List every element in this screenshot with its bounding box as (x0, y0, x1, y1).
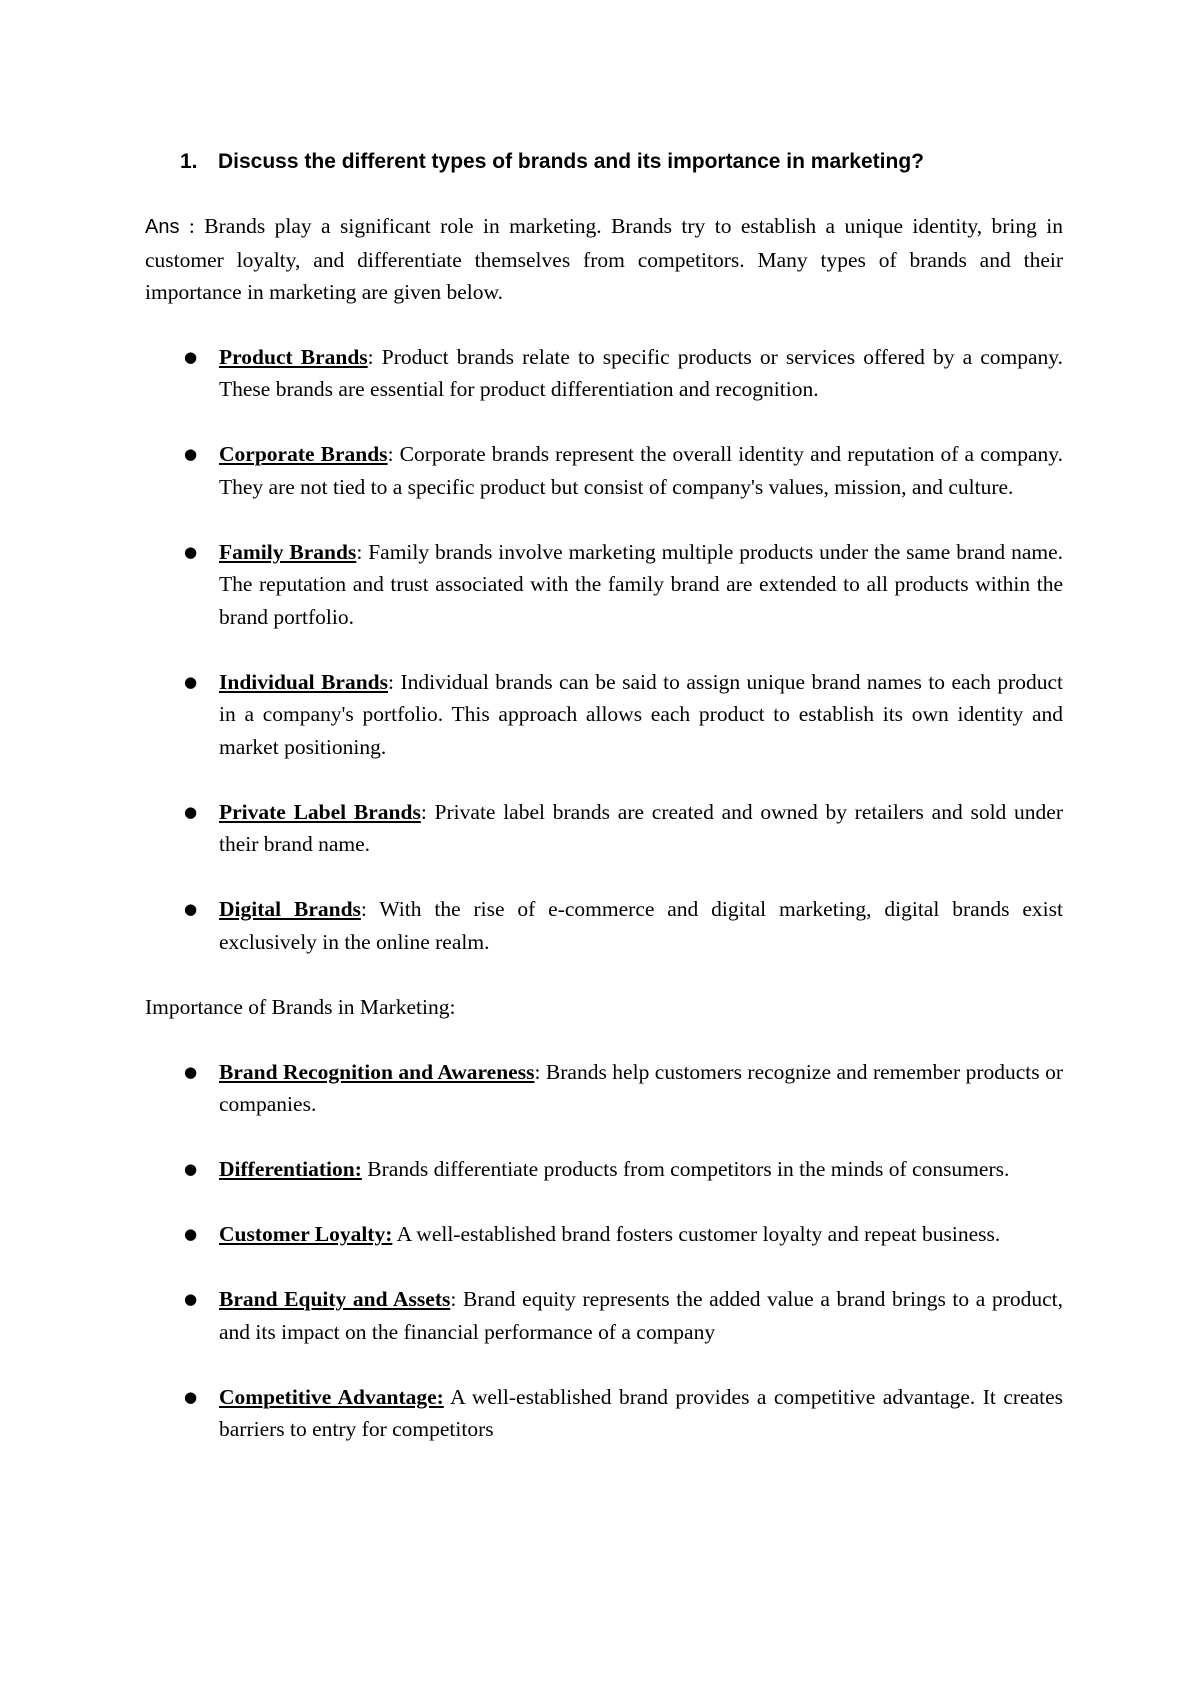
list-item (145, 1056, 1063, 1121)
term: Private Label Brands (219, 799, 421, 824)
importance-list (145, 1056, 1063, 1446)
bullet-icon: ● (184, 542, 198, 561)
list-item (145, 666, 1063, 764)
term: Brand Equity and Assets (219, 1287, 451, 1311)
term: Product Brands (219, 344, 368, 369)
brand-types-list (145, 341, 1063, 959)
bullet-icon: ● (184, 1290, 198, 1308)
description: Corporate brands represent the overall identity and reputation of a company. They are not tied to a specific product but consist of company's values, mission, and culture. (219, 442, 1064, 499)
term-separator: : (387, 442, 394, 466)
term-separator: : (360, 897, 367, 921)
term: Brand Recognition and Awareness (219, 1059, 535, 1084)
term: Differentiation: (219, 1157, 362, 1181)
answer-paragraph (145, 210, 1063, 309)
list-item (145, 341, 1063, 406)
term: Digital Brands (219, 897, 361, 921)
term: Individual Brands (219, 669, 388, 694)
term-separator: : (388, 669, 394, 694)
bullet-icon: ● (184, 445, 198, 463)
description: Brands help customers recognize and remember products or companies. (219, 1059, 1063, 1116)
description: Individual brands can be said to assign unique brand names to each product in a company's portfolio. This approach allows each product to establish its own identity and market positioning. (219, 669, 1064, 759)
question-number: 1. (180, 150, 198, 173)
description: Family brands involve marketing multiple products under the same brand name. The reputation and trust associated with the family brand are extended to all products within the brand portfolio. (219, 539, 1063, 629)
description: Private label brands are created and owned by retailers and sold under their brand name. (219, 799, 1063, 856)
term-separator: : (450, 1287, 457, 1311)
bullet-icon: ● (184, 802, 198, 821)
term: Customer Loyalty: (219, 1222, 393, 1246)
term-separator: : (420, 799, 427, 824)
bullet-icon: ● (184, 1387, 198, 1406)
importance-heading: Importance of Brands in Marketing: (145, 994, 456, 1019)
term: Competitive Advantage: (219, 1384, 444, 1409)
list-item (145, 1153, 1063, 1186)
bullet-icon: ● (184, 900, 198, 918)
term-separator: : (356, 539, 363, 564)
list-item (145, 438, 1063, 503)
description: With the rise of e-commerce and digital marketing, digital brands exist exclusively in the online realm. (219, 897, 1063, 954)
question-text: Discuss the different types of brands and its importance in marketing? (218, 150, 924, 173)
bullet-icon: ● (184, 1062, 198, 1081)
list-item (145, 536, 1063, 634)
bullet-icon: ● (184, 1225, 198, 1243)
list-item (145, 1283, 1063, 1348)
bullet-icon: ● (184, 1160, 198, 1178)
term-separator: : (367, 344, 374, 369)
description: A well-established brand provides a competitive advantage. It creates barriers to entry for competitors (219, 1384, 1063, 1441)
answer-label: Ans (145, 216, 180, 238)
description: Brands differentiate products from competitors in the minds of consumers. (361, 1157, 1010, 1181)
list-item (145, 1218, 1063, 1251)
list-item (145, 796, 1063, 861)
description: Brand equity represents the added value a brand brings to a product, and its impact on the financial performance of a company (219, 1287, 1063, 1344)
bullet-icon: ● (184, 347, 198, 366)
document-body (145, 146, 1063, 1478)
term: Corporate Brands (219, 442, 388, 466)
description: A well-established brand fosters customer loyalty and repeat business. (392, 1222, 1001, 1246)
term-separator: : (534, 1059, 541, 1084)
answer-separator: : (179, 214, 205, 238)
list-item (145, 1381, 1063, 1446)
bullet-icon: ● (184, 672, 198, 691)
question-heading (180, 146, 1063, 178)
description: Product brands relate to specific products or services offered by a company. These brands are essential for product differentiation and recognition. (219, 344, 1063, 401)
term: Family Brands (219, 539, 357, 564)
list-item (145, 893, 1063, 958)
answer-text: Brands play a significant role in marketing. Brands try to establish a unique identity, bring in customer loyalty, and differentiate themselves from competitors. Many types of brands and their importance in marketing are given below. (145, 214, 1063, 304)
